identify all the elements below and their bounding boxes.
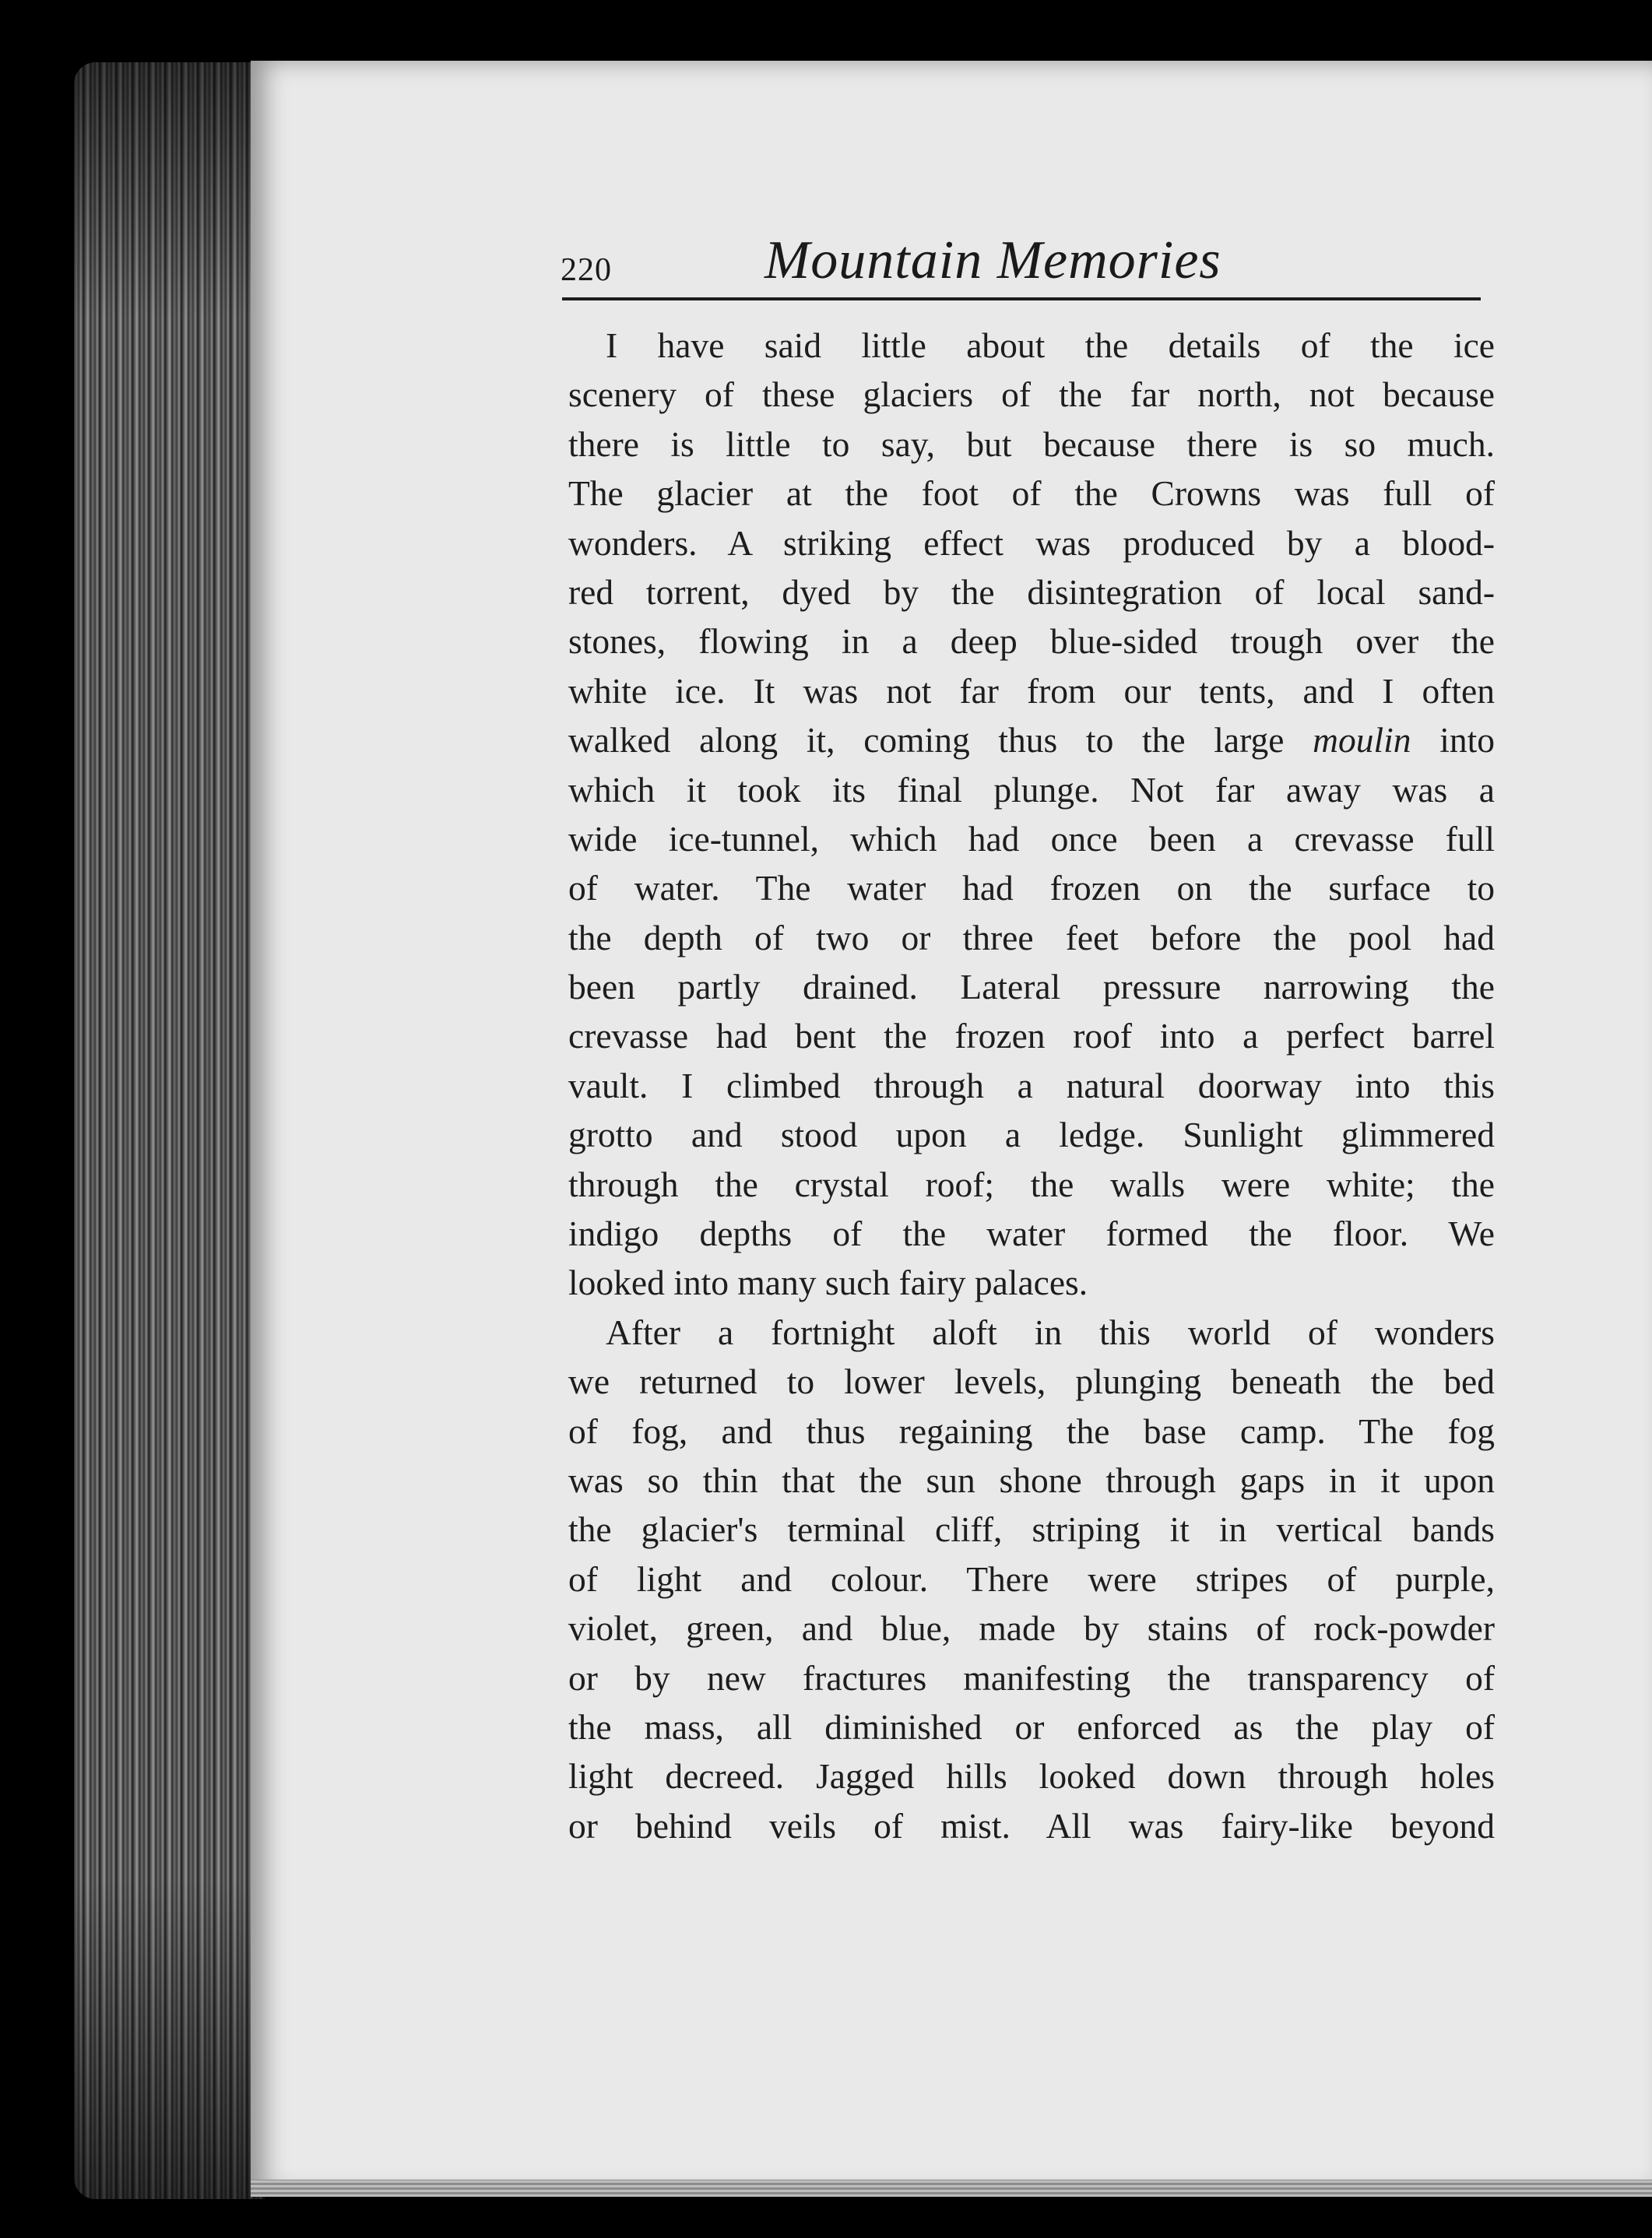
text-line: been partly drained. Lateral pressure narrowing the (568, 967, 1495, 1007)
page-bottom-edge (251, 2180, 1652, 2197)
text-line: crevasse had bent the frozen roof into a perfect barrel (568, 1016, 1495, 1056)
text-line: the depth of two or three feet before the pool had (568, 917, 1495, 957)
page-header (561, 222, 1481, 292)
text-line: which it took its final plunge. Not far away was a (568, 769, 1495, 810)
text-line: of water. The water had frozen on the surface to (568, 868, 1495, 908)
text-segment: walked along it, coming thus to the large (568, 720, 1285, 761)
text-line: of fog, and thus regaining the base camp. The fog (568, 1411, 1495, 1451)
text-line: we returned to lower levels, plunging beneath the bed (568, 1361, 1495, 1402)
page-number: 220 (561, 252, 612, 288)
paragraph-2 (568, 1308, 1495, 1850)
text-segment: into (1439, 720, 1496, 761)
text-line: wonders. A striking effect was produced by a blood- (568, 522, 1495, 563)
text-line: the mass, all diminished or enforced as the play of (568, 1706, 1495, 1747)
text-line: indigo depths of the water formed the floor. We (568, 1214, 1495, 1254)
text-line: there is little to say, but because there is so much. (568, 423, 1495, 464)
text-line: vault. I climbed through a natural doorway into this (568, 1065, 1495, 1105)
text-line: was so thin that the sun shone through gaps in it upon (568, 1460, 1495, 1500)
running-head-title: Mountain Memories (764, 230, 1221, 290)
text-line: the glacier's terminal cliff, striping it in vertical bands (568, 1509, 1495, 1550)
text-line: The glacier at the foot of the Crowns was full of (568, 473, 1495, 514)
paragraph-1 (568, 321, 1495, 1308)
text-line: through the crystal roof; the walls were white; the (568, 1164, 1495, 1204)
italic-term: moulin (1313, 720, 1411, 761)
body-text (568, 321, 1495, 1850)
text-line: After a fortnight aloft in this world of wonders (606, 1312, 1495, 1352)
text-line: stones, flowing in a deep blue-sided trough over the (568, 621, 1495, 662)
text-line: or by new fractures manifesting the transparency of (568, 1657, 1495, 1698)
text-line: looked into many such fairy palaces. (568, 1263, 1088, 1303)
text-line: light decreed. Jagged hills looked down through holes (568, 1756, 1495, 1797)
text-line: grotto and stood upon a ledge. Sunlight glimmered (568, 1115, 1495, 1155)
header-rule (562, 297, 1481, 300)
text-line: violet, green, and blue, made by stains of rock-powder (568, 1608, 1495, 1649)
text-line: I have said little about the details of the ice (606, 325, 1495, 365)
text-line: of light and colour. There were stripes of purple, (568, 1558, 1495, 1599)
book-page-edges (74, 62, 265, 2199)
text-line: scenery of these glaciers of the far north, not because (568, 374, 1495, 415)
text-line: red torrent, dyed by the disintegration of local sand- (568, 571, 1495, 612)
text-line: or behind veils of mist. All was fairy-like beyond (568, 1805, 1495, 1846)
text-line-with-italic (568, 715, 1495, 764)
text-line: wide ice-tunnel, which had once been a crevasse full (568, 818, 1495, 859)
text-line: white ice. It was not far from our tents, and I often (568, 670, 1495, 711)
